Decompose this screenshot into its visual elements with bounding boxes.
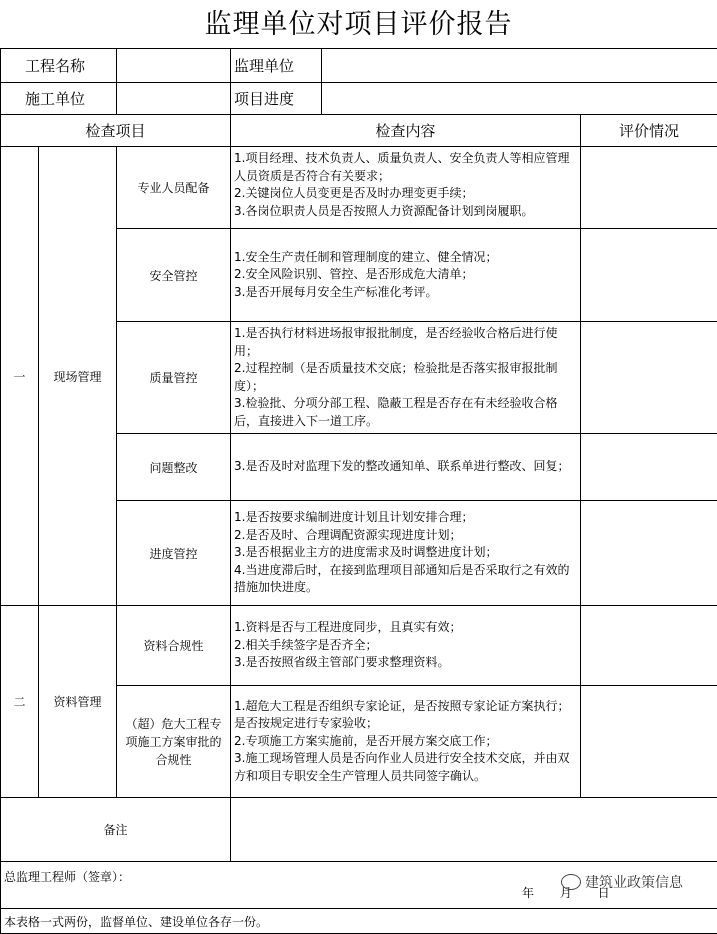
check-item: 安全管控: [117, 229, 231, 322]
content-line: 2.是否及时、合理调配资源实现进度计划；: [234, 527, 576, 545]
evaluation-cell[interactable]: [581, 147, 717, 229]
section-number: 一: [1, 147, 39, 606]
content-line: 3.检验批、分项分部工程、隐蔽工程是否存在有未经验收合格后，直接进入下一道工序。: [234, 395, 576, 430]
watermark-text: 建筑业政策信息: [585, 872, 683, 892]
evaluation-cell[interactable]: [581, 229, 717, 322]
section-name: 资料管理: [39, 606, 117, 798]
content-line: 3.是否及时对监理下发的整改通知单、联系单进行整改、回复；: [234, 458, 576, 476]
contractor-label: 施工单位: [1, 83, 117, 115]
check-content: [231, 606, 581, 686]
contractor-value[interactable]: [117, 83, 231, 115]
content-line: 1.超危大工程是否组织专家论证，是否按照专家论证方案执行；是否按规定进行专家验收；: [234, 698, 576, 733]
header-row-1: [1, 49, 717, 83]
wechat-icon: [561, 874, 581, 890]
evaluation-cell[interactable]: [581, 686, 717, 798]
footnote-row: [1, 909, 717, 934]
content-line: 1.项目经理、技术负责人、质量负责人、安全负责人等相应管理人员资质是否符合有关要求；: [234, 150, 576, 185]
supervisor-value[interactable]: [322, 49, 717, 83]
content-line: 3.施工现场管理人员是否向作业人员进行安全技术交底，并由双方和项目专职安全生产管理人员共同签字确认。: [234, 750, 576, 785]
check-item: 专业人员配备: [117, 147, 231, 229]
content-line: 1.安全生产责任制和管理制度的建立、健全情况；: [234, 249, 576, 267]
evaluation-cell[interactable]: [581, 434, 717, 501]
content-line: 1.资料是否与工程进度同步，且真实有效；: [234, 619, 576, 637]
evaluation-cell[interactable]: [581, 606, 717, 686]
content-line: 2.过程控制（是否质量技术交底；检验批是否落实报审报批制度）；: [234, 360, 576, 395]
footnote: 本表格一式两份，监督单位、建设单位各存一份。: [1, 909, 717, 934]
column-header-row: [1, 115, 717, 147]
check-item: 问题整改: [117, 434, 231, 501]
content-line: 1.是否按要求编制进度计划且计划安排合理；: [234, 509, 576, 527]
content-line: 3.是否开展每月安全生产标准化考评。: [234, 284, 576, 302]
table-row: [1, 606, 717, 686]
signature-row: [1, 862, 717, 909]
project-name-value[interactable]: [117, 49, 231, 83]
check-content: [231, 434, 581, 501]
content-line: 2.相关手续签字是否齐全；: [234, 637, 576, 655]
check-content: [231, 686, 581, 798]
remark-row: [1, 798, 717, 862]
watermark: [561, 872, 683, 892]
remark-label: 备注: [1, 798, 231, 862]
content-line: 2.关键岗位人员变更是否及时办理变更手续；: [234, 185, 576, 203]
signature-label: 总监理工程师（签章）：: [4, 868, 130, 885]
content-line: 4.当进度滞后时，在接到监理项目部通知后是否采取行之有效的措施加快进度。: [234, 562, 576, 597]
check-item: 质量管控: [117, 322, 231, 434]
check-content: [231, 229, 581, 322]
table-row: [1, 147, 717, 229]
content-line: 3.各岗位职责人员是否按照人力资源配备计划到岗履职。: [234, 203, 576, 221]
check-item: 进度管控: [117, 501, 231, 606]
project-name-label: 工程名称: [1, 49, 117, 83]
remark-value[interactable]: [231, 798, 717, 862]
evaluation-cell[interactable]: [581, 322, 717, 434]
progress-value[interactable]: [322, 83, 717, 115]
content-line: 3.是否按照省级主管部门要求整理资料。: [234, 654, 576, 672]
supervisor-label: 监理单位: [231, 49, 322, 83]
check-content: [231, 501, 581, 606]
check-content: [231, 322, 581, 434]
check-item: （超）危大工程专项施工方案审批的合规性: [117, 686, 231, 798]
content-line: 3.是否根据业主方的进度需求及时调整进度计划；: [234, 544, 576, 562]
section-name: 现场管理: [39, 147, 117, 606]
col-item-header: 检查项目: [1, 115, 231, 147]
content-line: 2.安全风险识别、管控、是否形成危大清单；: [234, 266, 576, 284]
signature-cell[interactable]: [1, 862, 717, 909]
col-content-header: 检查内容: [231, 115, 581, 147]
check-item: 资料合规性: [117, 606, 231, 686]
content-line: 1.是否执行材料进场报审报批制度，是否经验收合格后进行使用；: [234, 325, 576, 360]
evaluation-table: [0, 48, 717, 934]
col-evaluation-header: 评价情况: [581, 115, 717, 147]
check-content: [231, 147, 581, 229]
evaluation-cell[interactable]: [581, 501, 717, 606]
content-line: 2.专项施工方案实施前，是否开展方案交底工作；: [234, 733, 576, 751]
progress-label: 项目进度: [231, 83, 322, 115]
page-title: 监理单位对项目评价报告: [0, 0, 717, 48]
signature-date: 年 月 日: [522, 884, 610, 901]
header-row-2: [1, 83, 717, 115]
section-number: 二: [1, 606, 39, 798]
